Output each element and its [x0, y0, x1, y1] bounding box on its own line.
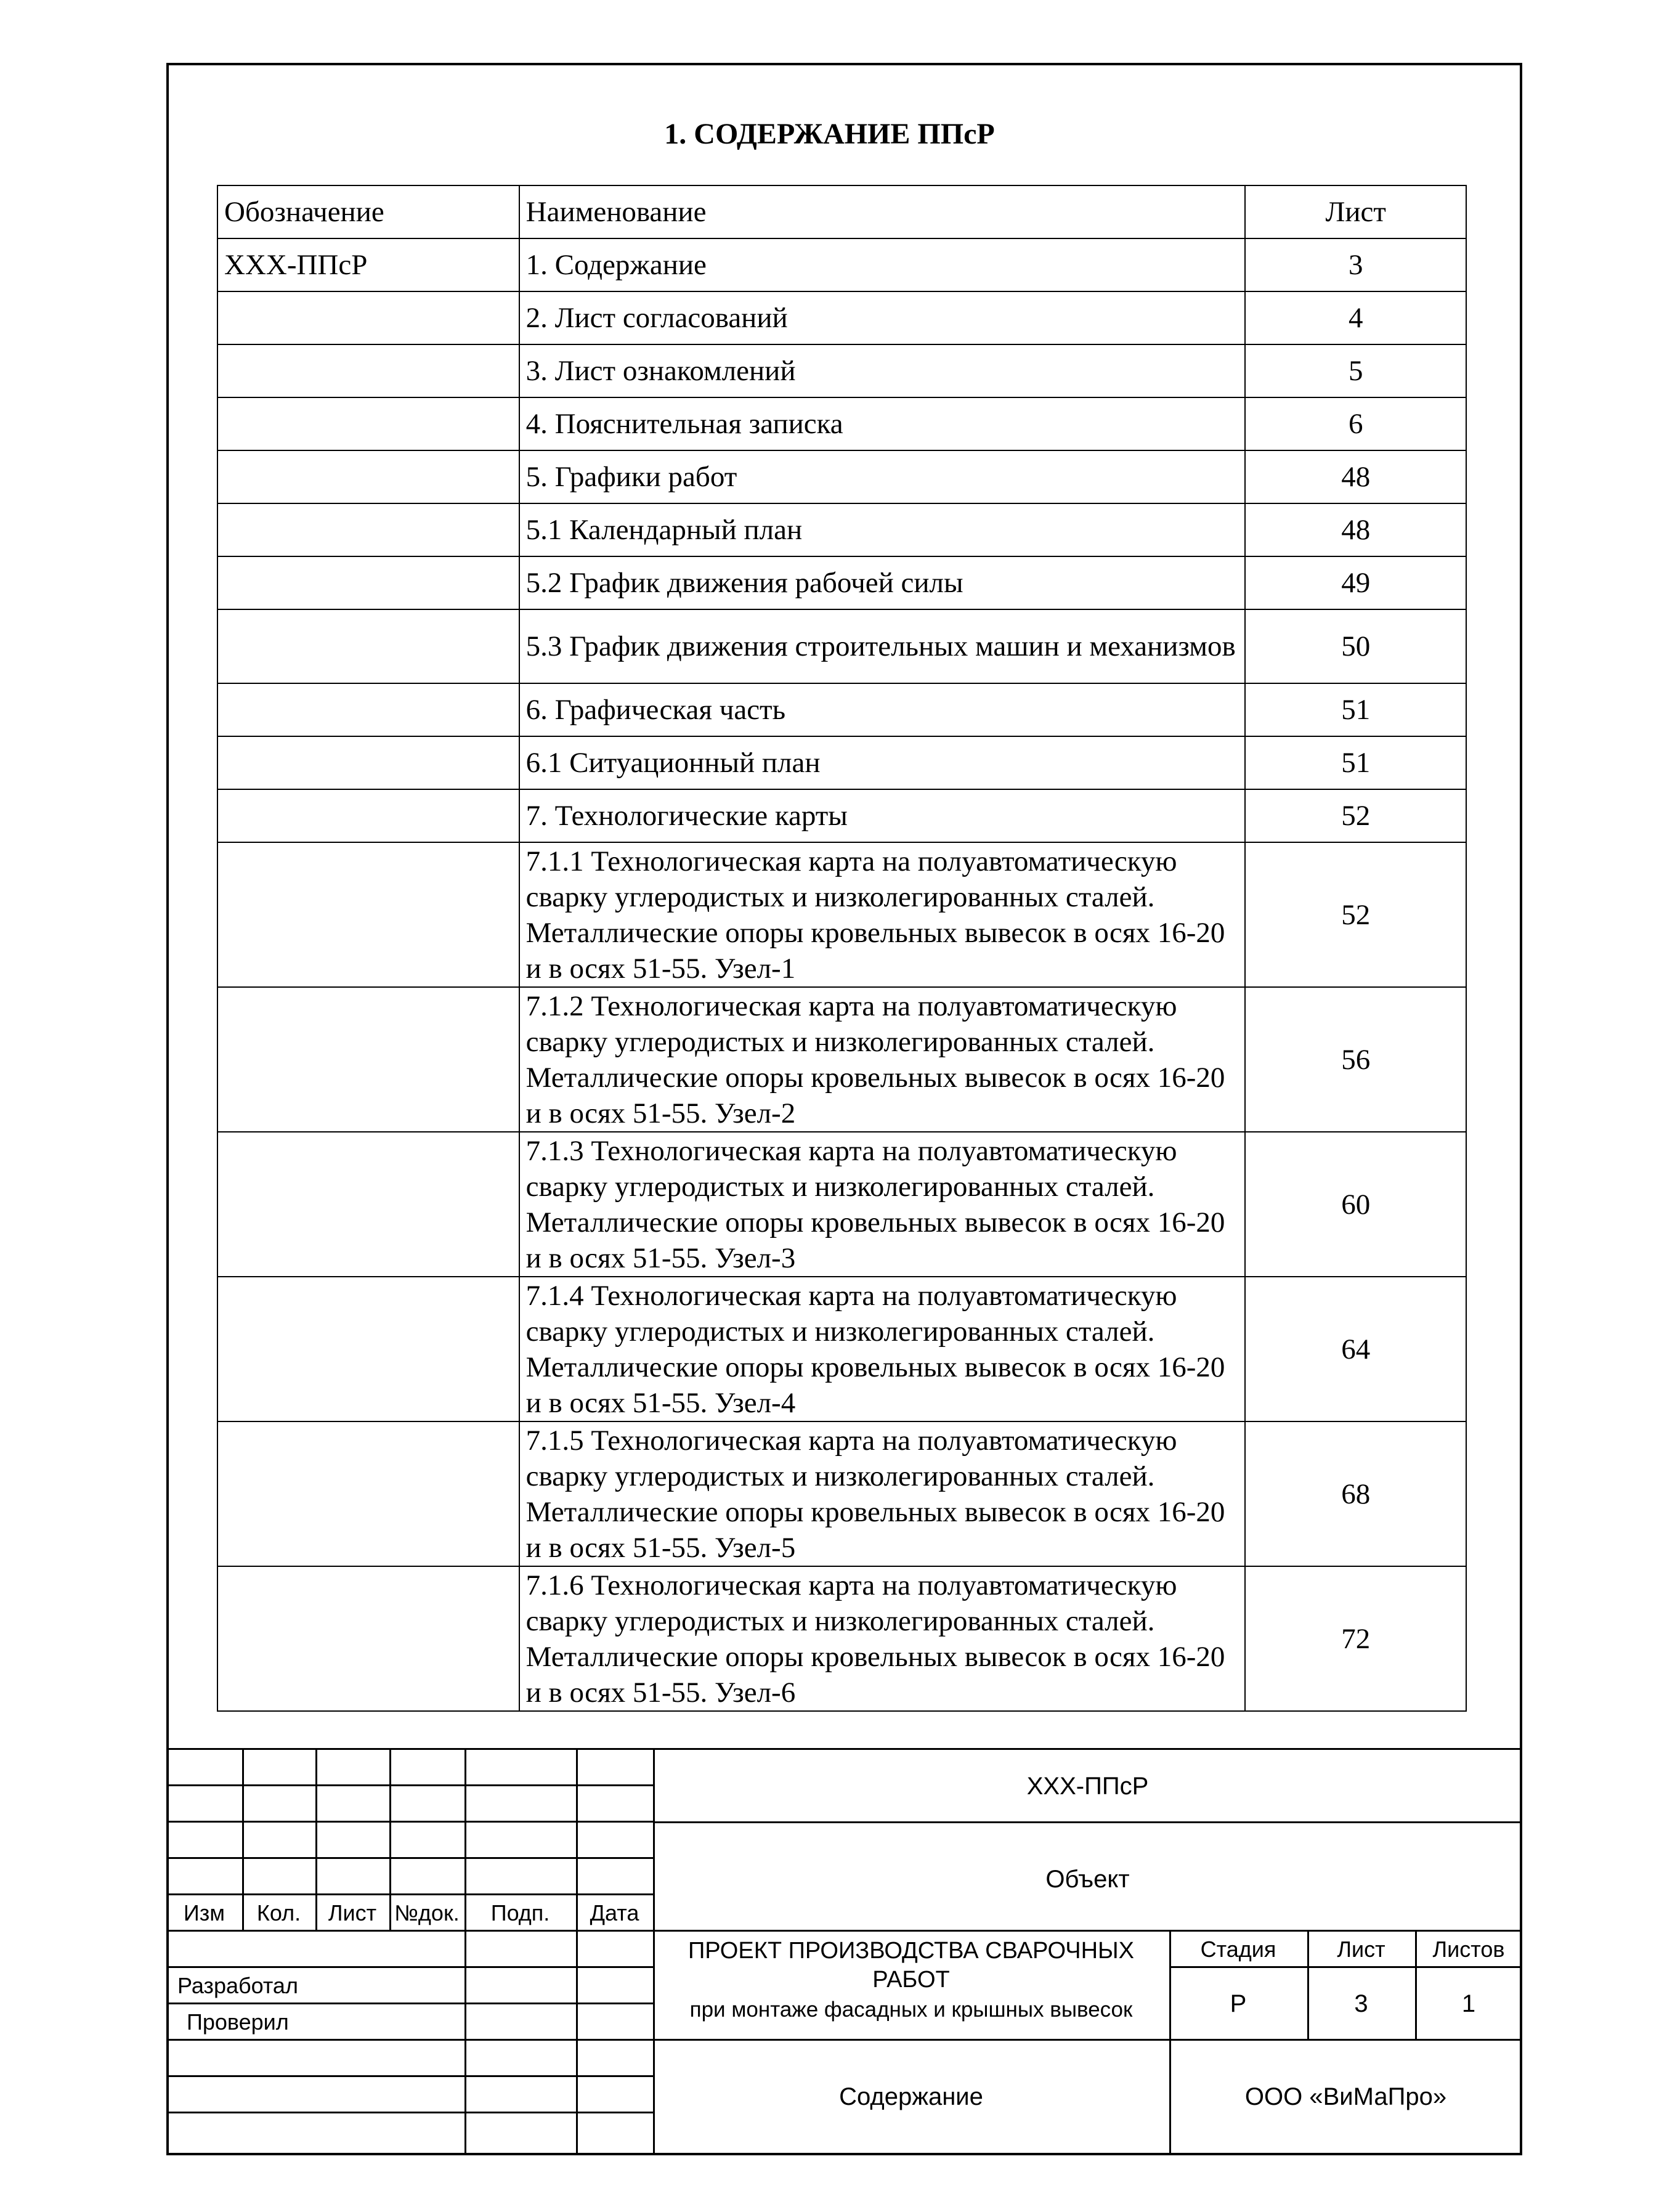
row-code — [217, 1566, 519, 1711]
change-header-doc: №док. — [394, 1900, 460, 1925]
row-name: 6. Графическая часть — [519, 683, 1246, 736]
row-sheet: 4 — [1245, 291, 1466, 344]
table-row — [217, 683, 1466, 736]
row-code — [217, 683, 519, 736]
row-code — [217, 789, 519, 842]
table-row — [217, 1421, 1466, 1566]
row-name: 7.1.2 Технологическая карта на полуавтоматическую сварку углеродистых и низколегированных сталей. Металлические опоры кровельных вывесок в осях 16-20 и в осях 51-55. Узел-2 — [519, 987, 1246, 1132]
change-header-kol: Кол. — [256, 1900, 301, 1925]
table-header-row — [217, 185, 1466, 238]
table-row — [217, 842, 1466, 987]
table-row — [217, 1132, 1466, 1277]
change-header-sign: Подп. — [490, 1900, 550, 1925]
sheet-label: Лист — [1337, 1937, 1385, 1962]
row-sheet: 52 — [1245, 789, 1466, 842]
change-header-date: Дата — [590, 1900, 639, 1925]
stamp-object: Объект — [1045, 1866, 1130, 1893]
change-header-list: Лист — [328, 1900, 377, 1925]
row-code — [217, 291, 519, 344]
project-title-line3: при монтаже фасадных и крышных вывесок — [689, 1998, 1133, 2022]
row-name: 1. Содержание — [519, 238, 1246, 291]
table-row — [217, 789, 1466, 842]
row-sheet: 48 — [1245, 503, 1466, 556]
row-code — [217, 344, 519, 397]
row-sheet: 49 — [1245, 556, 1466, 609]
header-name: Наименование — [519, 185, 1246, 238]
row-sheet: 68 — [1245, 1421, 1466, 1566]
row-name: 6.1 Ситуационный план — [519, 736, 1246, 789]
row-code — [217, 1277, 519, 1421]
company-name: ООО «ВиМаПро» — [1244, 2083, 1447, 2110]
table-row — [217, 987, 1466, 1132]
table-row — [217, 291, 1466, 344]
row-name: 5.1 Календарный план — [519, 503, 1246, 556]
row-name: 7. Технологические карты — [519, 789, 1246, 842]
row-code — [217, 397, 519, 450]
row-sheet: 72 — [1245, 1566, 1466, 1711]
row-name: 5.2 График движения рабочей силы — [519, 556, 1246, 609]
contents-table — [217, 185, 1467, 1712]
row-sheet: 50 — [1245, 609, 1466, 683]
change-header-izm: Изм — [183, 1900, 225, 1925]
row-sheet: 51 — [1245, 683, 1466, 736]
table-row — [217, 609, 1466, 683]
row-sheet: 3 — [1245, 238, 1466, 291]
row-code — [217, 987, 519, 1132]
row-name: 2. Лист согласований — [519, 291, 1246, 344]
row-code — [217, 842, 519, 987]
row-name: 7.1.3 Технологическая карта на полуавтоматическую сварку углеродистых и низколегированных сталей. Металлические опоры кровельных вывесок в осях 16-20 и в осях 51-55. Узел-3 — [519, 1132, 1246, 1277]
row-sheet: 51 — [1245, 736, 1466, 789]
sheets-label: Листов — [1432, 1937, 1505, 1962]
row-code — [217, 556, 519, 609]
row-sheet: 60 — [1245, 1132, 1466, 1277]
header-sheet: Лист — [1245, 185, 1466, 238]
row-code: ХХХ-ППсР — [217, 238, 519, 291]
row-sheet: 6 — [1245, 397, 1466, 450]
table-row — [217, 736, 1466, 789]
project-title-line1: ПРОЕКТ ПРОИЗВОДСТВА СВАРОЧНЫХ — [688, 1938, 1135, 1964]
stage-value: Р — [1230, 1990, 1247, 2017]
checked-label: Проверил — [187, 2009, 289, 2035]
row-name: 7.1.4 Технологическая карта на полуавтоматическую сварку углеродистых и низколегированных сталей. Металлические опоры кровельных вывесок в осях 16-20 и в осях 51-55. Узел-4 — [519, 1277, 1246, 1421]
row-name: 7.1.5 Технологическая карта на полуавтоматическую сварку углеродистых и низколегированных сталей. Металлические опоры кровельных вывесок в осях 16-20 и в осях 51-55. Узел-5 — [519, 1421, 1246, 1566]
row-code — [217, 736, 519, 789]
stage-label: Стадия — [1200, 1937, 1276, 1962]
row-name: 4. Пояснительная записка — [519, 397, 1246, 450]
row-code — [217, 609, 519, 683]
table-row — [217, 397, 1466, 450]
row-name: 7.1.6 Технологическая карта на полуавтоматическую сварку углеродистых и низколегированных сталей. Металлические опоры кровельных вывесок в осях 16-20 и в осях 51-55. Узел-6 — [519, 1566, 1246, 1711]
row-code — [217, 503, 519, 556]
table-row — [217, 503, 1466, 556]
table-row — [217, 556, 1466, 609]
row-code — [217, 1421, 519, 1566]
table-row — [217, 1277, 1466, 1421]
developed-label: Разработал — [177, 1973, 298, 1998]
page-title: 1. СОДЕРЖАНИЕ ППсР — [664, 118, 995, 150]
project-title-line2: РАБОТ — [872, 1967, 950, 1993]
table-row — [217, 238, 1466, 291]
row-name: 5.3 График движения строительных машин и механизмов — [519, 609, 1246, 683]
table-row — [217, 450, 1466, 503]
row-sheet: 56 — [1245, 987, 1466, 1132]
row-code — [217, 450, 519, 503]
row-name: 7.1.1 Технологическая карта на полуавтоматическую сварку углеродистых и низколегированных сталей. Металлические опоры кровельных вывесок в осях 16-20 и в осях 51-55. Узел-1 — [519, 842, 1246, 987]
row-name: 3. Лист ознакомлений — [519, 344, 1246, 397]
table-row — [217, 344, 1466, 397]
row-sheet: 64 — [1245, 1277, 1466, 1421]
row-code — [217, 1132, 519, 1277]
row-sheet: 48 — [1245, 450, 1466, 503]
section-name: Содержание — [839, 2083, 983, 2110]
row-sheet: 5 — [1245, 344, 1466, 397]
row-name: 5. Графики работ — [519, 450, 1246, 503]
sheets-value: 1 — [1461, 1990, 1476, 2017]
header-code: Обозначение — [217, 185, 519, 238]
table-row — [217, 1566, 1466, 1711]
stamp-doc-code: ХХХ-ППсР — [1026, 1773, 1149, 1800]
row-sheet: 52 — [1245, 842, 1466, 987]
sheet-value: 3 — [1354, 1990, 1368, 2017]
